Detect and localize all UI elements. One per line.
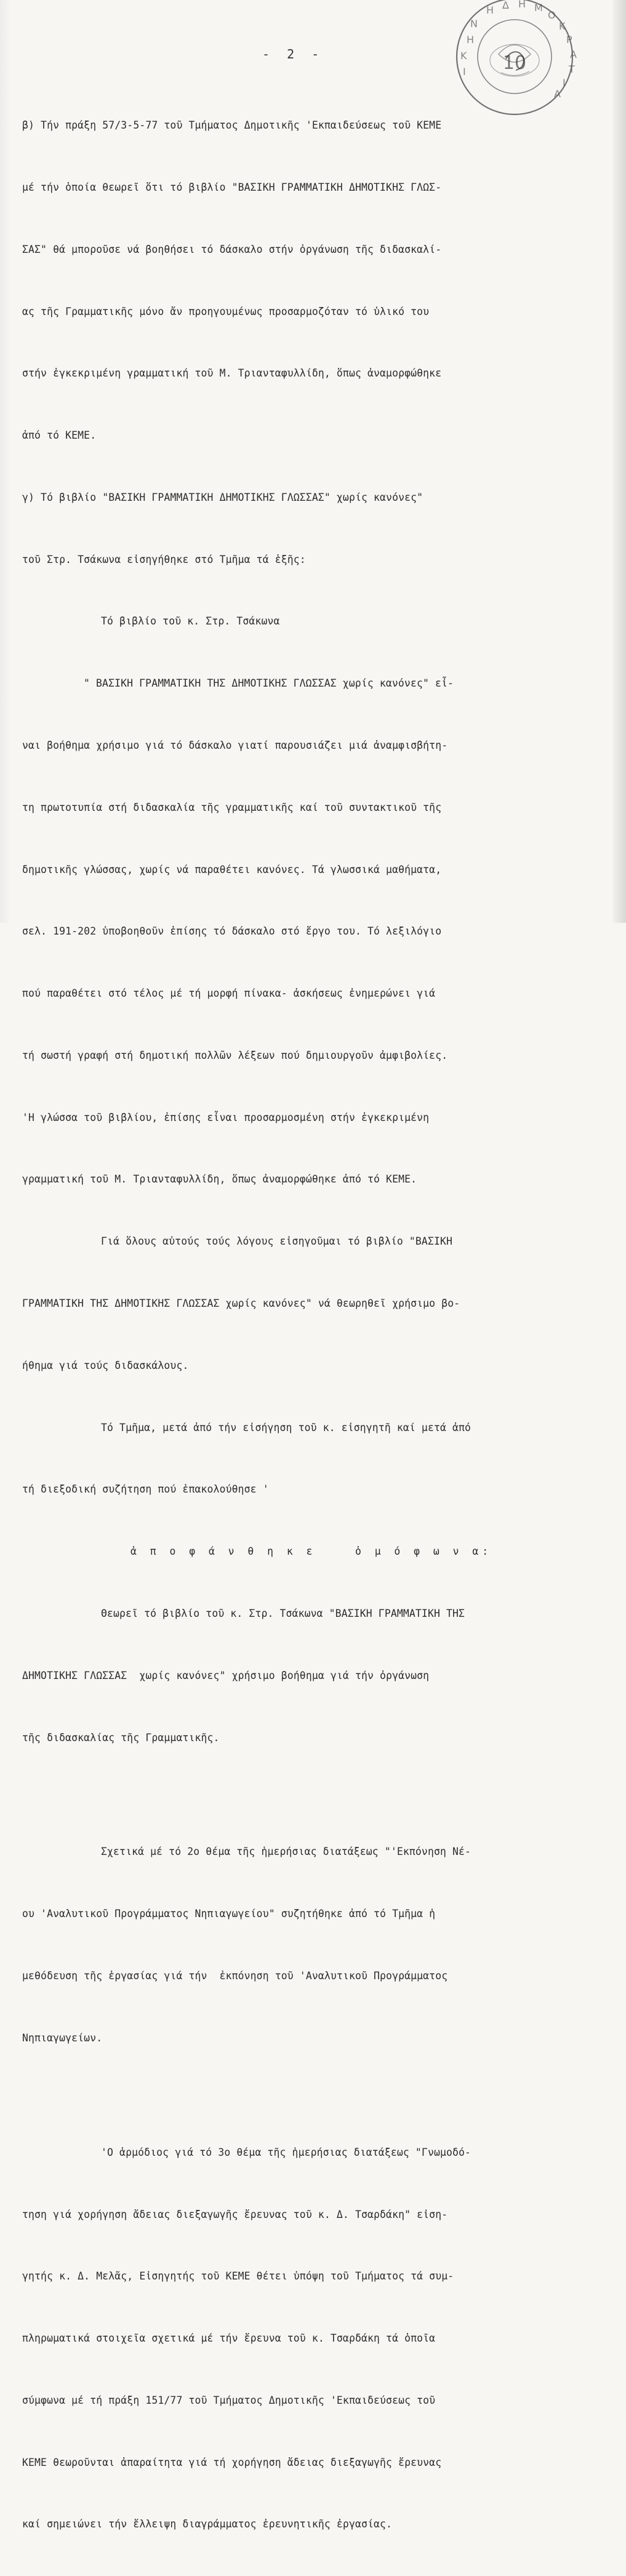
text-line: σελ. 191-202 ὑποβοηθοῦν ἐπίσης τό δάσκαλο στό ἔργο του. Τό λεξιλόγιο: [22, 925, 442, 938]
text-line: ΓΡΑΜΜΑΤΙΚΗ ΤΗΣ ΔΗΜΟΤΙΚΗΣ ΓΛΩΣΣΑΣ χωρίς κανόνες" νά θεωρηθεῖ χρήσιμο βο-: [22, 1298, 460, 1310]
svg-text:Ι: Ι: [563, 77, 566, 89]
text-line: Τό Τμῆμα, μετά ἀπό τήν εἰσήγηση τοῦ κ. εἰσηγητῆ καί μετά ἀπό: [101, 1421, 472, 1434]
text-line: ας τῆς Γραμματικῆς μόνο ἄν προηγουμένως προσαρμοζόταν τό ὑλικό του: [22, 305, 430, 317]
text-line: ΔΗΜΟΤΙΚΗΣ ΓΛΩΣΣΑΣ χωρίς κανόνες" χρήσιμο βοήθημα γιά τήν ὀργάνωση: [22, 1669, 430, 1681]
text-line: Σχετικά μέ τό 2ο θέμα τῆς ἡμερήσιας διατάξεως "'Εκπόνηση Νέ-: [101, 1846, 472, 1858]
text-line: β) Τήν πράξη 57/3-5-77 τοῦ Τμήματος Δημοτικῆς 'Εκπαιδεύσεως τοῦ ΚΕΜΕ: [22, 119, 442, 132]
text-line: ναι βοήθημα χρήσιμο γιά τό δάσκαλο γιατί παρουσιάζει μιά ἀναμφισβήτη-: [22, 740, 448, 751]
text-line: μέ τήν ὁποία θεωρεῖ ὅτι τό βιβλίο "ΒΑΣΙΚΗ ΓΡΑΜΜΑΤΙΚΗ ΔΗΜΟΤΙΚΗΣ ΓΛΩΣ-: [22, 181, 442, 193]
text-line: Νηπιαγωγείων.: [22, 2032, 103, 2044]
svg-text:Ν: Ν: [470, 18, 478, 30]
text-line: πληρωματικά στοιχεῖα σχετικά μέ τήν ἔρευνα τοῦ κ. Τσαρδάκη τά ὁποῖα: [22, 2332, 436, 2345]
svg-text:Κ: Κ: [460, 50, 467, 62]
text-line: ἀπό τό ΚΕΜΕ.: [22, 429, 97, 442]
text-line: Θεωρεῖ τό βιβλίο τοῦ κ. Στρ. Τσάκωνα "ΒΑΣΙΚΗ ΓΡΑΜΜΑΤΙΚΗ ΤΗΣ: [101, 1607, 465, 1619]
svg-text:Ο: Ο: [548, 9, 556, 21]
section-heading-gamma: γ) Τό βιβλίο "ΒΑΣΙΚΗ ΓΡΑΜΜΑΤΙΚΗ ΔΗΜΟΤΙΚΗΣ ΓΛΩΣΣΑΣ" χωρίς κανόνες": [22, 491, 423, 503]
svg-text:Α: Α: [570, 49, 577, 60]
svg-text:Μ: Μ: [534, 2, 543, 14]
svg-text:Τ: Τ: [569, 63, 575, 75]
decision-heading: ἀ π ο φ ά ν θ η κ ε ὁ μ ό φ ω ν α:: [130, 1545, 492, 1558]
quoted-intro: Τό βιβλίο τοῦ κ. Στρ. Τσάκωνα: [101, 615, 280, 628]
svg-text:Α: Α: [554, 88, 561, 100]
text-line: καί σημειώνει τήν ἔλλειψη διαγράμματος ἐρευνητικῆς ἐργασίας.: [22, 2518, 393, 2530]
text-line: Γιά ὅλους αὐτούς τούς λόγους εἰσηγοῦμαι τό βιβλίο "ΒΑΣΙΚΗ: [101, 1235, 453, 1248]
text-line: τοῦ Στρ. Τσάκωνα εἰσηγήθηκε στό Τμῆμα τά ἑξῆς:: [22, 553, 306, 565]
page-edge-shadow: [612, 0, 626, 923]
text-line: τῆς διδασκαλίας τῆς Γραμματικῆς.: [22, 1731, 220, 1744]
text-line: τηση γιά χορήγηση ἄδειας διεξαγωγῆς ἔρευνας τοῦ κ. Δ. Τσαρδάκη" εἰση-: [22, 2208, 448, 2220]
text-line: ΣΑΣ" θά μποροῦσε νά βοηθήσει τό δάσκαλο στήν ὀργάνωση τῆς διδασκαλί-: [22, 243, 442, 255]
svg-text:Η: Η: [467, 34, 475, 46]
text-line: " ΒΑΣΙΚΗ ΓΡΑΜΜΑΤΙΚΗ ΤΗΣ ΔΗΜΟΤΙΚΗΣ ΓΛΩΣΣΑΣ χωρίς κανόνες" εἶ-: [84, 677, 454, 690]
text-line: δημοτικῆς γλώσσας, χωρίς νά παραθέτει κανόνες. Τά γλωσσικά μαθήματα,: [22, 863, 442, 875]
svg-text:Ι: Ι: [463, 66, 466, 78]
seal-center-mark: 10: [502, 52, 527, 74]
text-line: γητής κ. Δ. Μελᾶς, Εἰσηγητής τοῦ ΚΕΜΕ θέτει ὑπόψη τοῦ Τμήματος τά συμ-: [22, 2270, 454, 2283]
text-line: γραμματική τοῦ Μ. Τριανταφυλλίδη, ὅπως ἀναμορφώθηκε ἀπό τό ΚΕΜΕ.: [22, 1173, 417, 1186]
text-line: σύμφωνα μέ τή πράξη 151/77 τοῦ Τμήματος Δημοτικῆς 'Εκπαιδεύσεως τοῦ: [22, 2394, 436, 2406]
text-line: ήθημα γιά τούς διδασκάλους.: [22, 1359, 189, 1371]
svg-text:Η: Η: [518, 0, 526, 10]
text-line: στήν ἐγκεκριμένη γραμματική τοῦ Μ. Τριανταφυλλίδη, ὅπως ἀναμορφώθηκε: [22, 367, 442, 380]
page-number: - 2 -: [262, 47, 324, 62]
text-line: πού παραθέτει στό τέλος μέ τή μορφή πίνακα- ἀσκήσεως ἐνημερώνει γιά: [22, 987, 436, 1000]
svg-text:Δ: Δ: [502, 0, 509, 11]
text-line: 'Η γλώσσα τοῦ βιβλίου, ἐπίσης εἶναι προσαρμοσμένη στήν ἐγκεκριμένη: [22, 1111, 430, 1123]
svg-text:Κ: Κ: [559, 20, 566, 32]
svg-text:Η: Η: [486, 4, 494, 16]
text-line: τή σωστή γραφή στή δημοτική πολλῶν λέξεων πού δημιουργοῦν ἀμφιβολίες.: [22, 1049, 448, 1061]
svg-text:Ρ: Ρ: [566, 34, 572, 46]
text-line: τή διεξοδική συζήτηση πού ἐπακολούθησε ': [22, 1483, 269, 1496]
text-line: 'Ο ἁρμόδιος γιά τό 3ο θέμα τῆς ἡμερήσιας διατάξεως "Γνωμοδό-: [101, 2146, 472, 2158]
text-line: μεθόδευση τῆς ἐργασίας γιά τήν ἐκπόνηση τοῦ 'Αναλυτικοῦ Προγράμματος: [22, 1970, 448, 1982]
document-body: [22, 74, 613, 2576]
text-line: ΚΕΜΕ θεωροῦνται ἀπαραίτητα γιά τή χορήγηση ἄδειας διεξαγωγῆς ἔρευνας: [22, 2456, 442, 2468]
text-line: τη πρωτοτυπία στή διδασκαλία τῆς γραμματικῆς καί τοῦ συντακτικοῦ τῆς: [22, 801, 442, 813]
text-line: ου 'Αναλυτικοῦ Προγράμματος Νηπιαγωγείου" συζητήθηκε ἀπό τό Τμῆμα ἡ: [22, 1908, 436, 1920]
